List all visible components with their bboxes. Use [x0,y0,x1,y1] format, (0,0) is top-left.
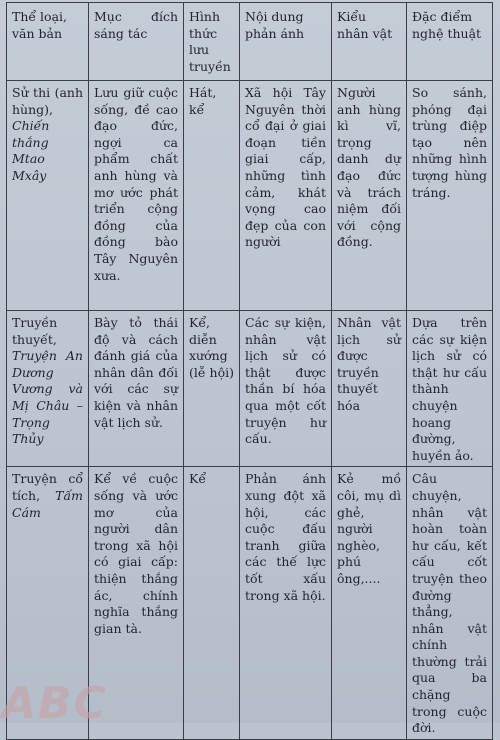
header-content: Nội dung phản ánh [240,3,332,81]
work-title: Tấm Cám [12,487,83,520]
art-cell: Dựa trên các sự kiện lịch sử có thật hư cấu thành chuyện hoang đường, huyền ảo. [407,311,493,467]
genre-label: Truyền thuyết, [12,315,58,347]
header-row [7,3,493,81]
header-character: Kiểu nhân vật [332,3,407,81]
character-cell: Người anh hùng kì vĩ, trọng danh dự đạo đức và trách niệm đối với cộng đồng. [332,81,407,311]
literature-comparison-table [6,2,493,740]
genre-cell [7,81,89,311]
table-row [7,81,493,311]
content-cell: Xã hội Tây Nguyên thời cổ đại ở giai đoạn tiền giai cấp, những tình cảm, khát vọng cao đẹp của con người [240,81,332,311]
header-art: Đặc điểm nghệ thuật [407,3,493,81]
form-cell: Kể [184,467,240,740]
content-cell: Phản ánh xung đột xã hội, các cuộc đấu tranh giữa các thế lực tốt xấu trong xã hội. [240,467,332,740]
purpose-cell: Lưu giữ cuộc sống, đề cao đạo đức, ngợi ca phẩm chất anh hùng và mơ ước phát triển cộng đồng của đồng bào Tây Nguyên xưa. [89,81,184,311]
form-cell: Kể, diễn xướng (lễ hội) [184,311,240,467]
content-cell: Các sự kiện, nhân vật lịch sử có thật được thần bí hóa qua một cốt truyện hư cấu. [240,311,332,467]
genre-label: Sử thi (anh hùng), [12,85,83,117]
genre-cell [7,311,89,467]
header-form: Hình thức lưu truyền [184,3,240,81]
art-cell: So sánh, phóng đại trùng điệp tạo nên những hình tượng hùng tráng. [407,81,493,311]
publisher-watermark: ABC [2,678,108,729]
character-cell: Nhân vật lịch sử được truyền thuyết hóa [332,311,407,467]
work-title: Chiến thắng Mtao Mxây [12,118,50,183]
form-cell: Hát, kể [184,81,240,311]
table-row [7,311,493,467]
art-cell: Câu chuyện, nhân vật hoàn toàn hư cấu, kết cấu cốt truyện theo đường thẳng, nhân vật chính thường trải qua ba chặng trong cuộc đời. [407,467,493,740]
purpose-cell: Kể về cuộc sống và ước mơ của người dân trong xã hội có giai cấp: thiện thắng ác, chính nghĩa thắng gian tà. [89,467,184,740]
character-cell: Kẻ mồ côi, mụ dì ghẻ, người nghèo, phú ông,.... [332,467,407,740]
header-genre: Thể loại, văn bản [7,3,89,81]
header-purpose: Mục đích sáng tác [89,3,184,81]
genre-label: Truyện cổ tích, [12,471,83,503]
work-title: Truyện An Dương Vương và Mị Châu – Trọng Thủy [12,348,83,447]
purpose-cell: Bày tỏ thái độ và cách đánh giá của nhân dân đối với các sự kiện và nhân vật lịch sử. [89,311,184,467]
